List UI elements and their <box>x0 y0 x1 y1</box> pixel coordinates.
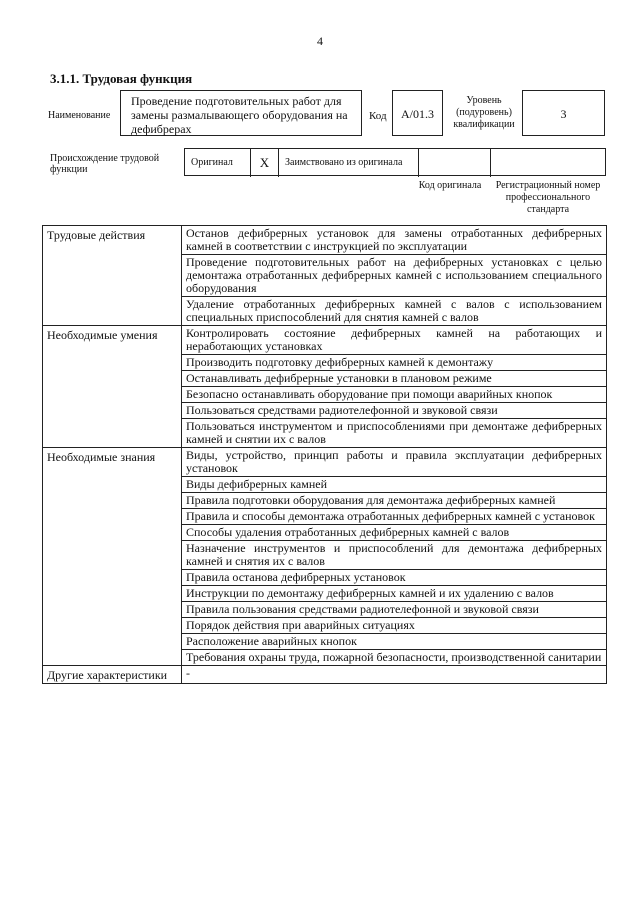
table-row <box>43 666 607 684</box>
item-cell: Инструкции по демонтажу дефибрерных камней и их удалению с валов <box>182 586 607 602</box>
category-cell: Трудовые действия <box>43 226 182 326</box>
item-cell: Назначение инструментов и приспособлений для демонтажа дефибрерных камней и снятия их с валов <box>182 541 607 570</box>
code-label: Код <box>369 110 387 122</box>
origin-reg-cell <box>491 149 605 177</box>
item-cell: Виды дефибрерных камней <box>182 477 607 493</box>
function-name-box: Проведение подготовительных работ для замены размалывающего оборудования на дефибрерах <box>120 90 362 136</box>
category-cell: Другие характеристики <box>43 666 182 684</box>
item-cell: Останавливать дефибрерные установки в плановом режиме <box>182 371 607 387</box>
section-title: 3.1.1. Трудовая функция <box>50 71 193 86</box>
item-cell: Правила пользования средствами радиотелефонной и звуковой связи <box>182 602 607 618</box>
origin-original-label: Оригинал <box>185 149 251 177</box>
item-cell: Способы удаления отработанных дефибрерных камней с валов <box>182 525 607 541</box>
item-cell: Расположение аварийных кнопок <box>182 634 607 650</box>
origin-mark: X <box>251 149 279 177</box>
code-value-box: A/01.3 <box>392 90 443 136</box>
category-cell: Необходимые знания <box>43 448 182 666</box>
origin-borrowed-label: Заимствовано из оригинала <box>279 149 419 177</box>
item-cell: Производить подготовку дефибрерных камней к демонтажу <box>182 355 607 371</box>
item-cell: Контролировать состояние дефибрерных камней на работающих и неработающих установках <box>182 326 607 355</box>
table-row <box>43 448 607 477</box>
item-cell: Порядок действия при аварийных ситуациях <box>182 618 607 634</box>
item-cell: Правила останова дефибрерных установок <box>182 570 607 586</box>
page-number: 4 <box>317 34 323 48</box>
item-cell: Правила и способы демонтажа отработанных дефибрерных камней с установок <box>182 509 607 525</box>
item-cell: Проведение подготовительных работ на дефибрерных установках с целью демонтажа отработанных дефибрерных камней с использованием специального оборудования <box>182 255 607 297</box>
origin-label: Происхождение трудовой функции <box>50 153 160 175</box>
qualification-level-label: Уровень (подуровень) квалификации <box>453 95 515 130</box>
origin-code-cell <box>419 149 491 177</box>
item-cell: Пользоваться средствами радиотелефонной и звуковой связи <box>182 403 607 419</box>
name-label: Наименование <box>48 110 111 121</box>
item-cell: Виды, устройство, принцип работы и правила эксплуатации дефибрерных установок <box>182 448 607 477</box>
item-cell: - <box>182 666 607 684</box>
item-cell: Останов дефибрерных установок для замены отработанных дефибрерных камней в соответствии с инструкцией по эксплуатации <box>182 226 607 255</box>
item-cell: Безопасно останавливать оборудование при помощи аварийных кнопок <box>182 387 607 403</box>
table-row <box>43 326 607 355</box>
qualification-level-box: 3 <box>522 90 605 136</box>
code-original-caption: Код оригинала <box>418 180 482 191</box>
item-cell: Удаление отработанных дефибрерных камней с валов с использованием специальных приспособлений для снятия камней с валов <box>182 297 607 326</box>
function-details-table <box>42 225 607 684</box>
table-row <box>43 226 607 255</box>
category-cell: Необходимые умения <box>43 326 182 448</box>
item-cell: Пользоваться инструментом и приспособлениями при демонтаже дефибрерных камней и снятии их с валов <box>182 419 607 448</box>
item-cell: Правила подготовки оборудования для демонтажа дефибрерных камней <box>182 493 607 509</box>
item-cell: Требования охраны труда, пожарной безопасности, производственной санитарии <box>182 650 607 666</box>
registration-number-caption: Регистрационный номер профессионального стандарта <box>495 180 601 215</box>
origin-row <box>184 148 606 176</box>
